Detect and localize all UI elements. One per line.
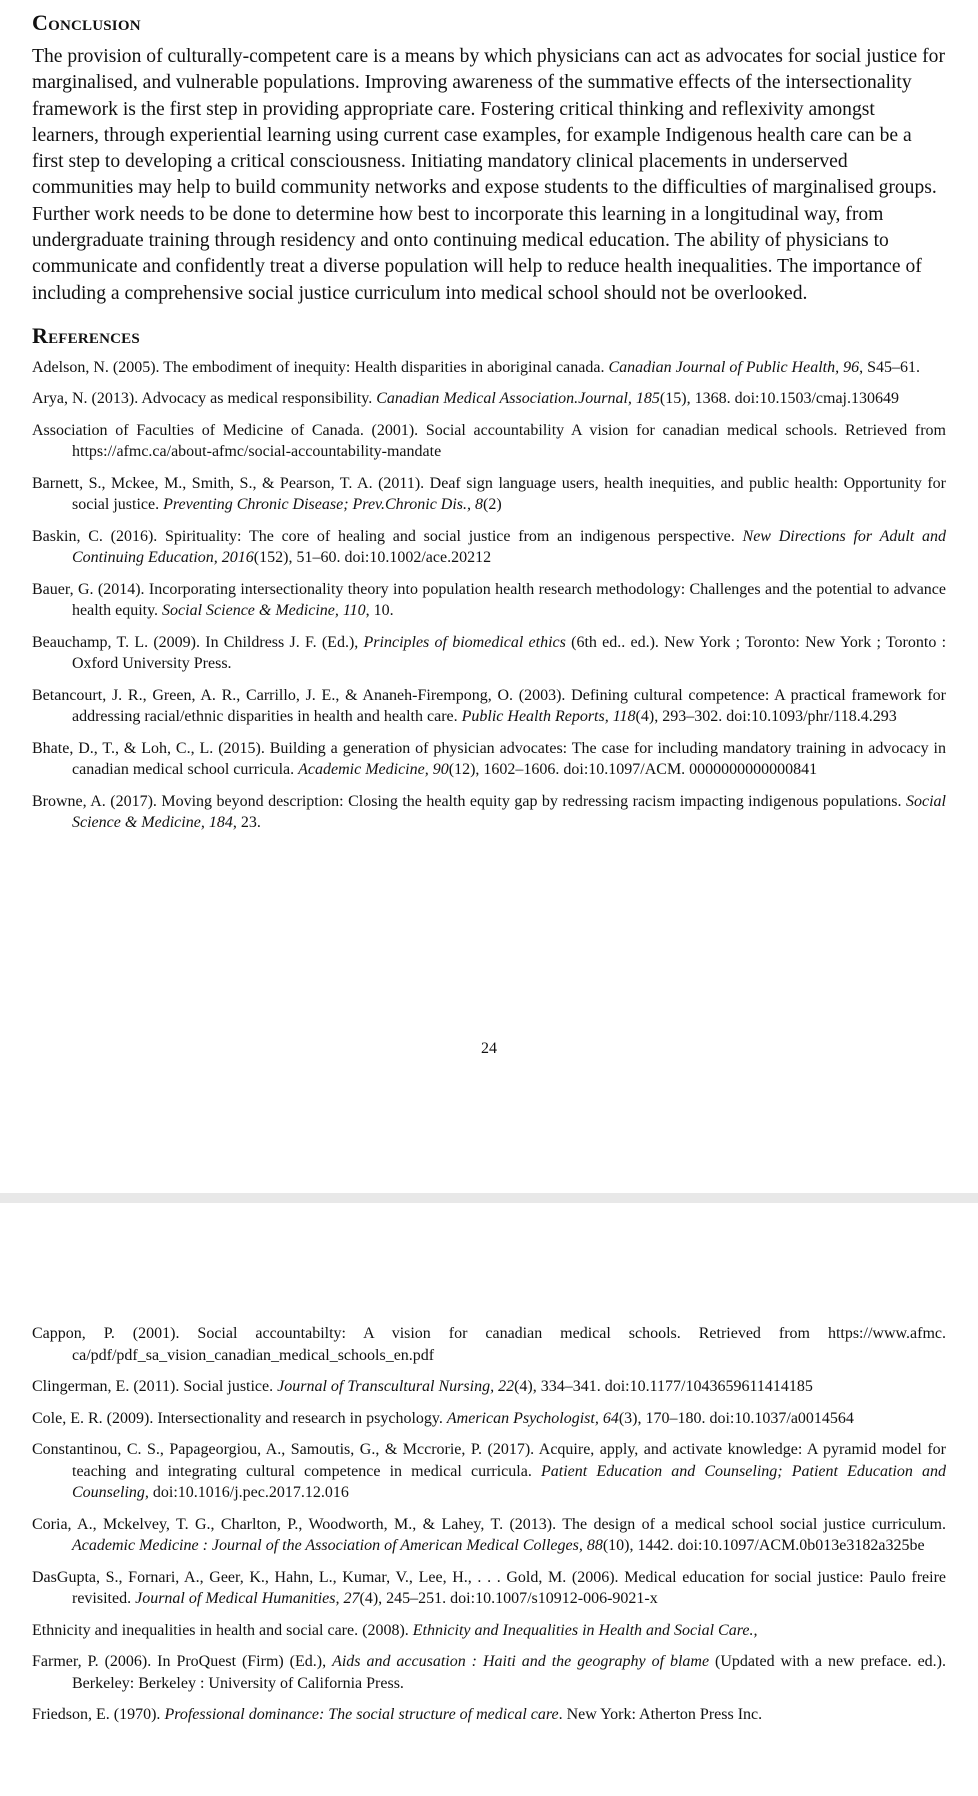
document-page-2	[0, 1203, 978, 1796]
reference-text: Association of Faculties of Medicine of Canada. (2001). Social accountability A vision for canadian medical schools. Retrieved from https://afmc.ca/about-afmc/social-accountability-mandate	[32, 421, 946, 461]
reference-source: New Directions for Adult and Continuing Education, 2016	[72, 527, 946, 567]
reference-details: (4), 245–251. doi:10.1007/s10912-006-9021-x	[359, 1590, 658, 1607]
reference-entry	[32, 791, 946, 834]
references-heading: References	[32, 322, 140, 348]
reference-entry	[32, 738, 946, 781]
reference-details: (12), 1602–1606. doi:10.1097/ACM. 0000000000000841	[448, 761, 818, 779]
reference-text: DasGupta, S., Fornari, A., Geer, K., Hahn, L., Kumar, V., Lee, H., . . . Gold, M. (2006). Medical education for social justice: Paulo freire revisited.	[32, 1568, 946, 1607]
conclusion-heading: Conclusion	[32, 10, 141, 35]
reference-details: (152), 51–60. doi:10.1002/ace.20212	[253, 549, 492, 567]
reference-details: (6th ed.. ed.). New York ; Toronto: New York ; Toronto : Oxford University Press.	[72, 633, 947, 673]
page-number: 24	[481, 1040, 497, 1057]
reference-entry	[32, 1376, 946, 1398]
reference-source: Patient Education and Counseling; Patient Education and Counseling,	[72, 1462, 947, 1501]
reference-details: (10), 1442. doi:10.1097/ACM.0b013e3182a325be	[602, 1537, 925, 1554]
reference-source: American Psychologist, 64	[446, 1409, 619, 1427]
reference-source: Public Health Reports, 118	[461, 708, 636, 726]
reference-entry	[32, 526, 946, 569]
reference-source: Social Science & Medicine, 110	[162, 602, 366, 620]
reference-entry	[32, 420, 946, 463]
reference-details: (3), 170–180. doi:10.1037/a0014564	[618, 1409, 854, 1427]
conclusion-paragraph: The provision of culturally-competent care is a means by which physicians can act as advocates for social justice for marginalised, and vulnerable populations. Improving awareness of the summative effects of the intersectionality framework is the first step in providing appropriate care. Fostering critical thinking and reflexivity amongst learners, through experiential learning using current case examples, for example Indigenous health care can be a first step to developing a critical consciousness. Initiating mandatory clinical placements in underserved communities may help to build community networks and expose students to the difficulties of marginalised groups. Further work needs to be done to determine how best to incorporate this learning in a longitudinal way, from undergraduate training through residency and onto continuing medical education. The ability of physicians to communicate and confidently treat a diverse population will help to reduce health inequalities. The importance of including a comprehensive social justice curriculum into medical school should not be overlooked.	[32, 46, 945, 304]
reference-text: Bauer, G. (2014). Incorporating intersectionality theory into population health research methodology: Challenges and the potential to advance health equity.	[32, 580, 946, 620]
reference-text: Cappon, P. (2001). Social accountabilty: A vision for canadian medical schools. Retrieved from https://www.afmc. ca/pdf/pdf_sa_vision_canadian_medical_schools_en.pdf	[32, 1325, 946, 1364]
reference-entry	[32, 579, 946, 622]
reference-details: doi:10.1016/j.pec.2017.12.016	[148, 1484, 349, 1501]
reference-entry	[32, 1439, 946, 1504]
reference-source: Journal of Transcultural Nursing, 22	[277, 1378, 515, 1395]
reference-details: (2)	[483, 496, 502, 514]
reference-details: . New York: Atherton Press Inc.	[558, 1706, 763, 1723]
reference-text: Arya, N. (2013). Advocacy as medical responsibility.	[32, 390, 377, 408]
reference-text: Barnett, S., Mckee, M., Smith, S., & Pearson, T. A. (2011). Deaf sign language users, health inequities, and public health: Opportunity for social justice.	[32, 474, 946, 514]
reference-text: Clingerman, E. (2011). Social justice.	[32, 1378, 278, 1395]
reference-text: Ethnicity and inequalities in health and social care. (2008).	[32, 1621, 413, 1639]
reference-entry	[32, 1323, 946, 1366]
reference-text: Beauchamp, T. L. (2009). In Childress J. F. (Ed.),	[32, 633, 364, 651]
reference-text: Betancourt, J. R., Green, A. R., Carrillo, J. E., & Ananeh-Firempong, O. (2003). Defining cultural competence: A practical framework for addressing racial/ethnic disparities in health and health care.	[32, 686, 946, 726]
reference-details: (4), 293–302. doi:10.1093/phr/118.4.293	[635, 708, 897, 726]
reference-source: Principles of biomedical ethics	[363, 633, 566, 651]
reference-entry	[32, 1514, 946, 1557]
reference-list	[32, 357, 946, 834]
reference-entry	[32, 388, 946, 410]
reference-text: Farmer, P. (2006). In ProQuest (Firm) (Ed.),	[32, 1653, 333, 1670]
reference-entry	[32, 1651, 946, 1694]
reference-text: Baskin, C. (2016). Spirituality: The core of healing and social justice from an indigenous perspective.	[32, 527, 743, 545]
reference-text: Adelson, N. (2005). The embodiment of inequity: Health disparities in aboriginal canada.	[32, 358, 609, 376]
reference-entry	[32, 473, 946, 516]
reference-entry	[32, 1408, 946, 1430]
reference-text: Browne, A. (2017). Moving beyond description: Closing the health equity gap by redressing racism impacting indigenous populations.	[32, 792, 906, 810]
reference-source: Academic Medicine : Journal of the Association of American Medical Colleges, 88	[72, 1537, 603, 1554]
reference-source: Social Science & Medicine, 184	[72, 792, 946, 832]
reference-source: Canadian Medical Association.Journal, 185	[376, 390, 660, 408]
reference-entry	[32, 1567, 946, 1610]
reference-entry	[32, 685, 946, 728]
reference-entry	[32, 357, 946, 379]
reference-source: Ethnicity and Inequalities in Health and Social Care.,	[412, 1621, 758, 1639]
reference-source: Journal of Medical Humanities, 27	[135, 1590, 360, 1607]
reference-entry	[32, 632, 946, 675]
reference-text: Cole, E. R. (2009). Intersectionality and research in psychology.	[32, 1409, 447, 1427]
reference-text: Coria, A., Mckelvey, T. G., Charlton, P., Woodworth, M., & Lahey, T. (2013). The design of a medical school social justice curriculum.	[32, 1515, 946, 1533]
reference-source: Preventing Chronic Disease; Prev.Chronic Dis., 8	[163, 496, 484, 514]
reference-source: Academic Medicine, 90	[298, 761, 449, 779]
reference-source: Aids and accusation : Haiti and the geography of blame	[332, 1653, 710, 1670]
reference-list	[32, 1323, 946, 1726]
reference-details: , S45–61.	[859, 358, 921, 376]
reference-text: Constantinou, C. S., Papageorgiou, A., Samoutis, G., & Mccrorie, P. (2017). Acquire, apply, and activate knowledge: A pyramid model for teaching and integrating cultural competence in medical curricula.	[32, 1441, 946, 1480]
reference-details: (15), 1368. doi:10.1503/cmaj.130649	[659, 390, 899, 408]
reference-details: , 23.	[232, 814, 261, 832]
reference-source: Canadian Journal of Public Health, 96	[608, 358, 860, 376]
reference-details: (4), 334–341. doi:10.1177/1043659611414185	[514, 1378, 813, 1395]
reference-entry	[32, 1620, 946, 1642]
reference-details: , 10.	[365, 602, 394, 620]
reference-text: Bhate, D., T., & Loh, C., L. (2015). Building a generation of physician advocates: The case for including mandatory training in advocacy in canadian medical school curricula.	[32, 739, 946, 779]
reference-entry	[32, 1704, 946, 1726]
reference-source: Professional dominance: The social structure of medical care	[164, 1706, 559, 1723]
reference-text: Friedson, E. (1970).	[32, 1706, 165, 1723]
reference-details: (Updated with a new preface. ed.). Berkeley: Berkeley : University of California Press.	[72, 1653, 946, 1692]
